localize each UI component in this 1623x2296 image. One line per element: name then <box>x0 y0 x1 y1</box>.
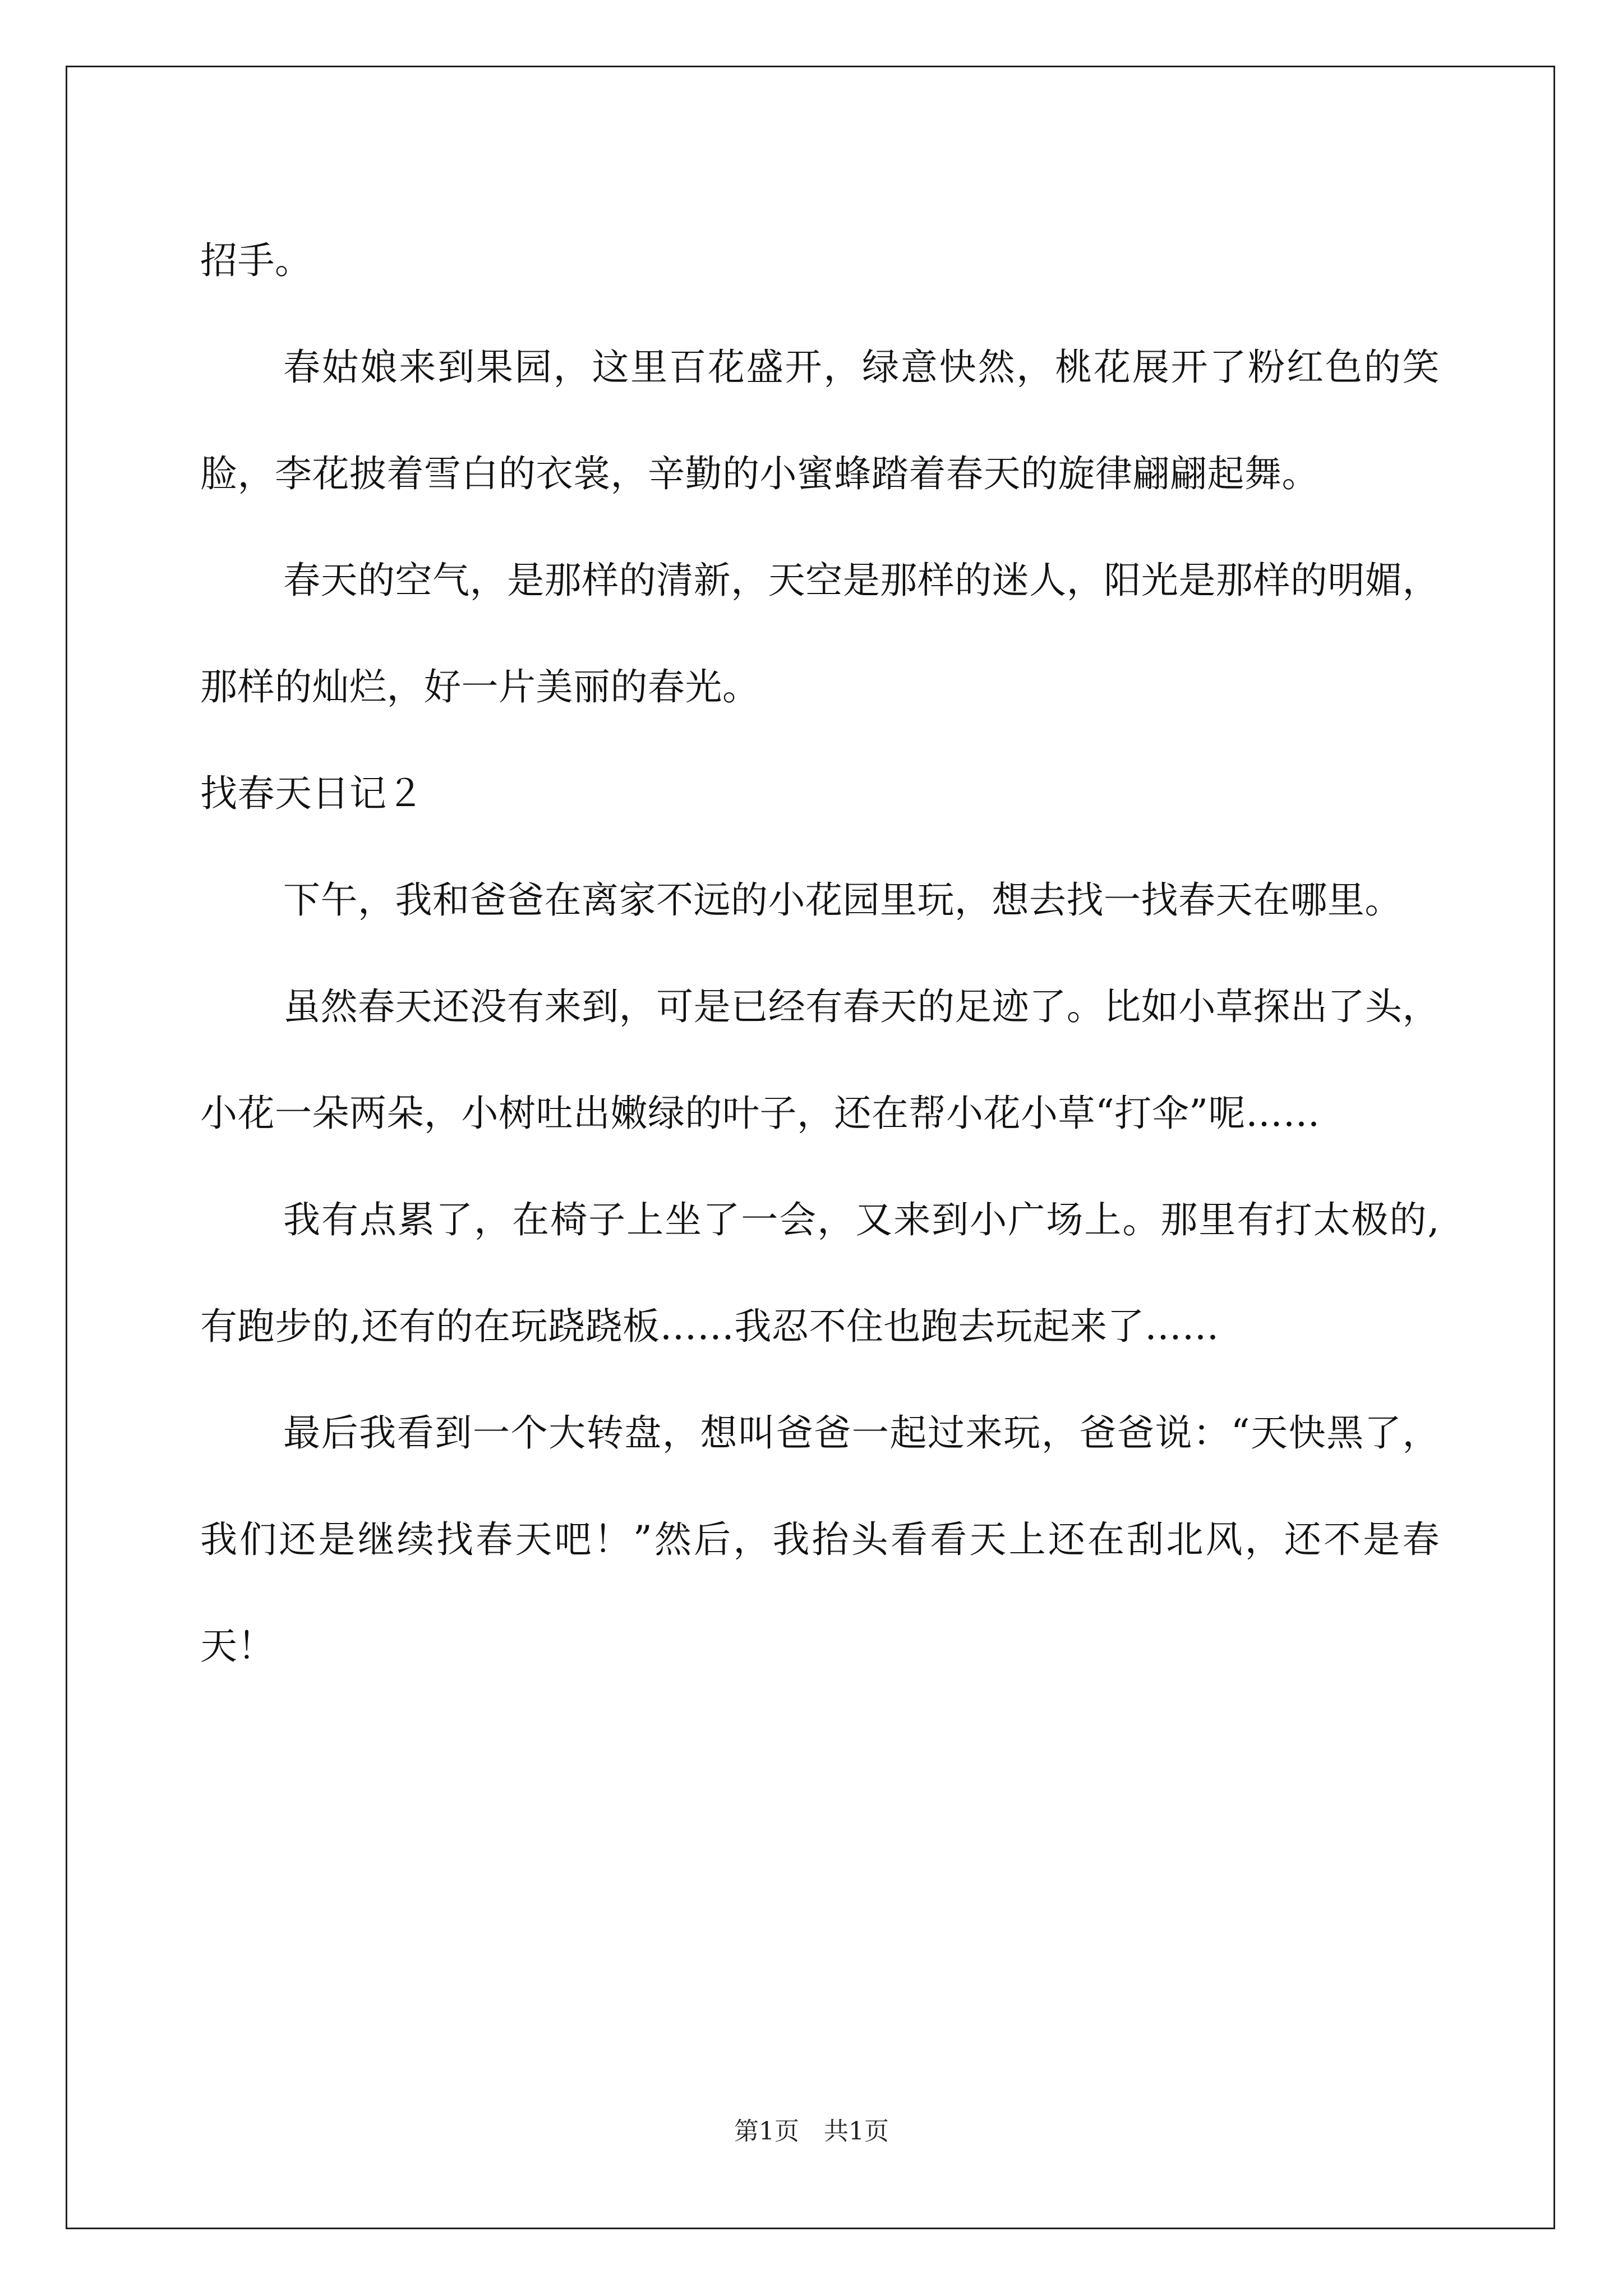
document-body <box>200 208 1440 1700</box>
paragraph: 春天的空气，是那样的清新，天空是那样的迷人，阳光是那样的明媚，那样的灿烂，好一片美丽的春光。 <box>200 559 1440 708</box>
paragraph: 招手。 <box>200 239 312 282</box>
paragraph: 春姑娘来到果园，这里百花盛开，绿意快然，桃花展开了粉红色的笑脸，李花披着雪白的衣裳，辛勤的小蜜蜂踏着春天的旋律翩翩起舞。 <box>200 346 1440 495</box>
paragraph: 下午，我和爸爸在离家不远的小花园里玩，想去找一找春天在哪里。 <box>283 878 1402 922</box>
paragraph: 最后我看到一个大转盘，想叫爸爸一起过来玩，爸爸说：“天快黑了，我们还是继续找春天吧！”然后，我抬头看看天上还在刮北风，还不是春天！ <box>200 1411 1440 1668</box>
section-title: 找春天日记２ <box>200 772 424 815</box>
page-footer: 第1页 共1页 <box>734 2117 889 2146</box>
paragraph: 我有点累了，在椅子上坐了一会，又来到小广场上。那里有打太极的,有跑步的,还有的在玩跷跷板……我忍不住也跑去玩起来了…… <box>200 1198 1440 1348</box>
paragraph: 虽然春天还没有来到，可是已经有春天的足迹了。比如小草探出了头，小花一朵两朵，小树吐出嫩绿的叶子，还在帮小花小草“打伞”呢…… <box>200 985 1440 1135</box>
